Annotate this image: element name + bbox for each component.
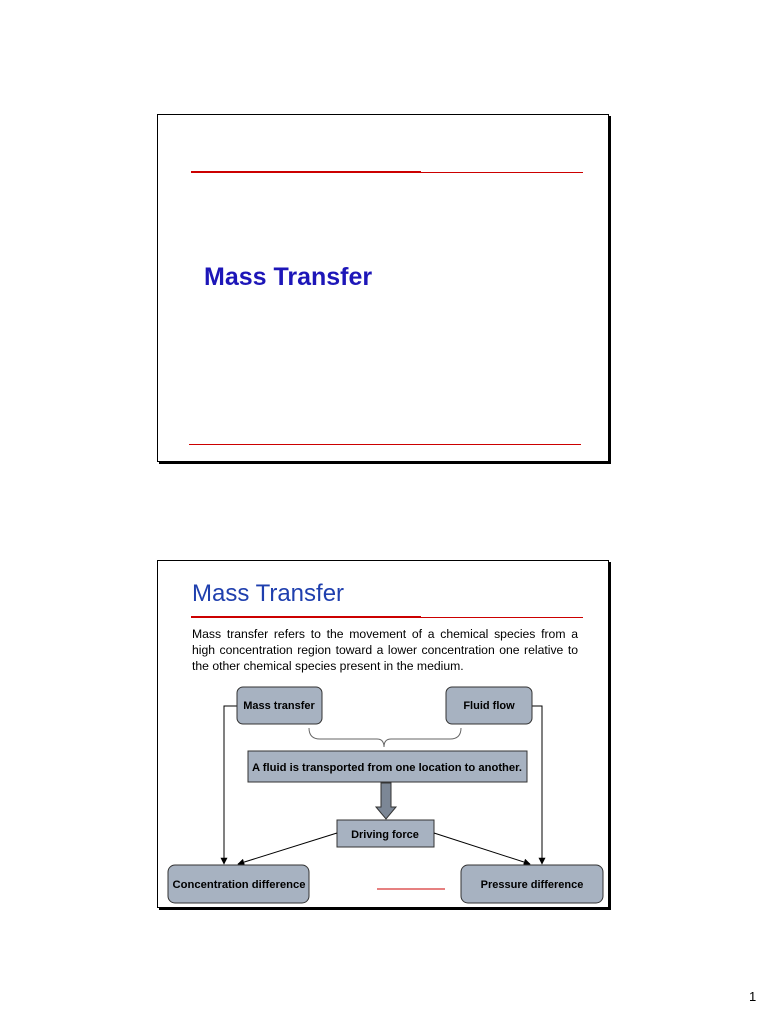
- mass-transfer-diagram: [158, 561, 610, 909]
- arrow-driving-to-pressure: [434, 833, 530, 864]
- driving-force-node: [337, 820, 434, 847]
- fluid-flow-label: Fluid flow: [463, 700, 515, 712]
- fluid-flow-node: [446, 687, 532, 724]
- fluid-transport-node: [248, 751, 527, 782]
- driving-force-label: Driving force: [351, 829, 419, 841]
- concentration-difference-node: [168, 865, 309, 903]
- arrow-fluid-to-pressure: [532, 706, 542, 864]
- top-red-line: [191, 171, 421, 173]
- slide-2: [157, 560, 609, 908]
- arrow-driving-to-concentration: [238, 833, 337, 864]
- slide-title: Mass Transfer: [192, 580, 345, 607]
- bottom-red-line: [189, 444, 581, 445]
- grouping-brace: [309, 728, 461, 747]
- slide-title: Mass Transfer: [204, 263, 373, 291]
- slide-1: [157, 114, 609, 462]
- mass-transfer-node: [237, 687, 322, 724]
- fluid-transport-label: A fluid is transported from one location to another.: [252, 762, 522, 774]
- pressure-difference-label: Pressure difference: [480, 879, 584, 891]
- arrow-mass-to-concentration: [224, 706, 237, 864]
- block-arrow-down: [376, 783, 396, 819]
- body-text: Mass transfer refers to the movement of a chemical species from a high concentration region toward a lower concentration one relative to the other chemical species present in the medium.: [192, 627, 578, 673]
- mass-transfer-label: Mass transfer: [243, 700, 315, 712]
- pressure-difference-node: [461, 865, 603, 903]
- page-number: 1: [749, 989, 757, 1004]
- concentration-difference-label: Concentration difference: [172, 879, 306, 891]
- top-red-line-thin: [421, 172, 583, 173]
